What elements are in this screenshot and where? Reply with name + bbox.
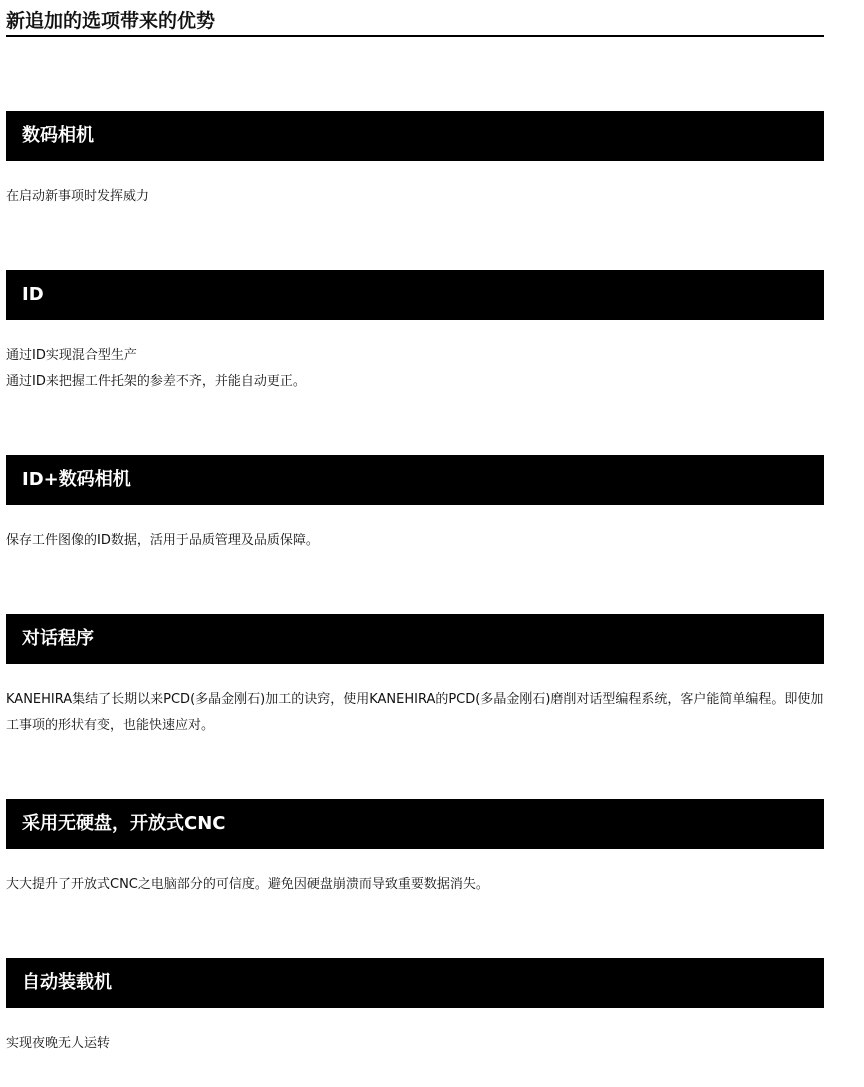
section-digital-camera xyxy=(6,111,824,210)
section-text: KANEHIRA集结了长期以来PCD(多晶金刚石)加工的诀窍，使用KANEHIRA的PCD(多晶金刚石)磨削对话型编程系统，客户能简单编程。即使加工事项的形状有变，也能快速应对。 xyxy=(6,692,824,733)
section-body xyxy=(6,528,824,554)
section-heading: ID+数码相机 xyxy=(6,455,824,505)
section-body xyxy=(6,687,824,739)
section-open-cnc xyxy=(6,799,824,898)
section-body xyxy=(6,343,824,395)
section-text: 保存工件图像的ID数据，活用于品质管理及品质保障。 xyxy=(6,533,319,548)
section-body xyxy=(6,872,824,898)
section-text: 在启动新事项时发挥威力 xyxy=(6,189,150,204)
page-title: 新追加的选项带来的优势 xyxy=(6,0,824,37)
section-id xyxy=(6,270,824,395)
section-text: 通过ID实现混合型生产 xyxy=(6,348,137,363)
section-heading: 自动装载机 xyxy=(6,958,824,1008)
section-text: 大大提升了开放式CNC之电脑部分的可信度。避免因硬盘崩溃而导致重要数据消失。 xyxy=(6,877,489,892)
section-body xyxy=(6,184,824,210)
section-heading: ID xyxy=(6,270,824,320)
section-heading: 数码相机 xyxy=(6,111,824,161)
section-auto-loader xyxy=(6,958,824,1057)
section-dialog-program xyxy=(6,614,824,739)
section-heading: 对话程序 xyxy=(6,614,824,664)
section-heading: 采用无硬盘，开放式CNC xyxy=(6,799,824,849)
section-id-camera xyxy=(6,455,824,554)
section-text: 通过ID来把握工件托架的参差不齐，并能自动更正。 xyxy=(6,374,306,389)
section-text: 实现夜晚无人运转 xyxy=(6,1036,111,1051)
page-container xyxy=(6,0,824,1051)
section-body xyxy=(6,1031,824,1057)
